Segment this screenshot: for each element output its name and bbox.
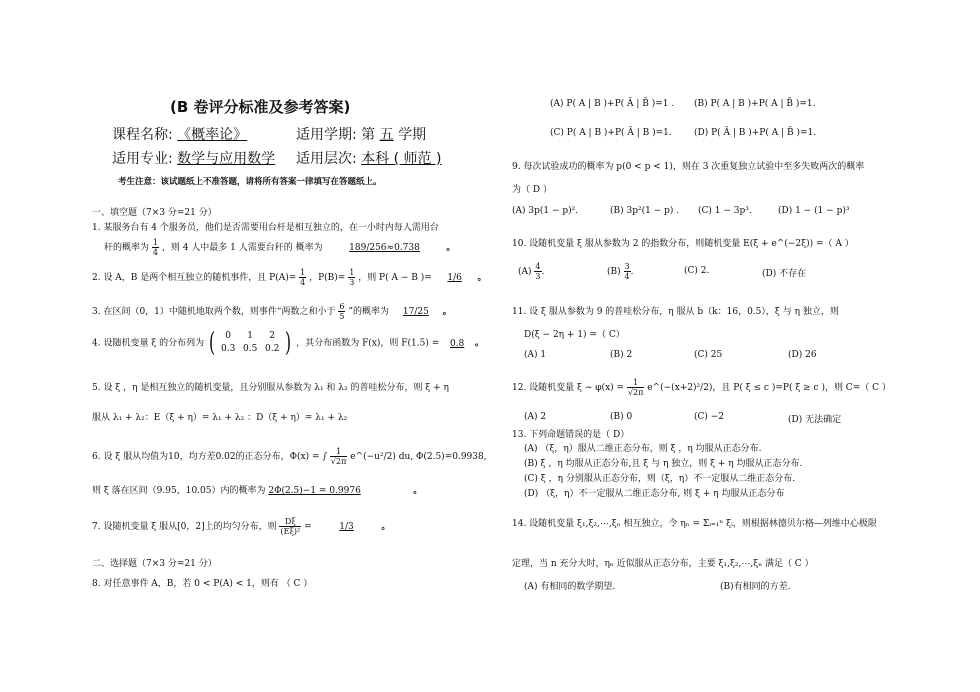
q13-option-b: (B) ξ ，η 均服从正态分布,且 ξ 与 η 独立，则 ξ + η 均服从正态分布. (524, 459, 803, 469)
term-prefix: 第 (361, 127, 376, 143)
q12-option-d: (D) 无法确定 (788, 415, 842, 425)
q4: 4. 设随机变量 ξ 的分布列为 ( 0 1 2 0.3 0.5 0.2 ) ，其分布函数为 F(x)，则 F(1.5) = 0.8 。 (92, 328, 485, 358)
q11-line1: 11. 设 ξ 服从参数为 9 的普哇松分布，η 服从 b（k：16，0.5），ξ 与 η 独立，则 (512, 307, 839, 317)
course-name: 《概率论》 (177, 127, 248, 143)
major-label: 适用专业: (112, 151, 173, 167)
term-label: 适用学期: (296, 127, 357, 143)
q10-option-a: (A) $\frac{4}{3}$ . (518, 262, 545, 281)
course-row (112, 124, 247, 144)
q5-line2: 服从 λ₁ + λ₂：E（ξ + η）= λ₁ + λ₂ ：D（ξ + η）= λ₁ + λ₂ (92, 413, 348, 423)
q1-line2: 秆的概率为 $\frac{1}{4}$ ，则 4 人中最多 1 人需要台秆的 概率为 189/256≈0.738 。 (104, 238, 456, 257)
q13-option-c: (C) ξ ，η 分别服从正态分布，则（ξ，η）不一定服从二维正态分布. (524, 474, 796, 484)
q6-line1: 6. 设 ξ 服从均值为10，均方差0.02的正态分布，Φ(x) = ∫ $\frac{1}{√2\pi}$ e^(−u²/2) du, Φ(2.5)=0.9938, (92, 447, 487, 466)
q8-option-d: (D) P( Ā | B )+P( A | B̄ )=1. (694, 128, 817, 138)
q1-text-b: ，则 4 人中最多 1 人需要台秆的 概率为 (161, 243, 323, 253)
q11-option-d: (D) 26 (788, 350, 817, 360)
q11-line2: D(ξ − 2η + 1) =（ C） (524, 330, 625, 340)
q12-option-a: (A) 2 (524, 412, 547, 422)
q14-line1: 14. 设随机变量 ξ₁,ξ₂,⋯,ξₙ 相互独立，令 ηₙ = Σᵢ₌₁ⁿ ξᵢ，则根据林德贝尔格—列维中心极限 (512, 519, 877, 529)
q12-stem: 12. 设随机变量 ξ ~ φ(x) = $\frac{1}{√2\pi}$ e^(−(x+2)²/2)，且 P( ξ ≤ c )=P( ξ ≥ c )，则 C=（ C ） (512, 378, 891, 397)
q9-option-d: (D) 1 − (1 − p)³ (778, 206, 850, 216)
q9-option-c: (C) 1 − 3p³. (698, 206, 752, 216)
q6-answer: 2Φ(2.5)−1 = 0.9976 (268, 486, 361, 496)
level-row (296, 148, 441, 168)
q2-fraction-a: $\frac{1}{4}$ (300, 268, 306, 287)
q12-option-c: (C) −2 (694, 412, 725, 422)
q14-line2: 定理，当 n 充分大时，ηₙ 近似服从正态分布，主要 ξ₁,ξ₂,⋯,ξₙ 满足（ C ） (512, 559, 814, 569)
q2-fraction-b: $\frac{1}{3}$ (349, 268, 355, 287)
q2-answer: 1/6 (447, 273, 462, 283)
q7: 7. 设随机变量 ξ 服从[0，2]上的均匀分布，则 $\frac{D\xi}{\text{(Eξ)²}}$ = 1/3 。 (92, 517, 391, 536)
q13-option-a: (A) （ξ，η）服从二维正态分布，则 ξ ，η 均服从正态分布. (524, 444, 762, 454)
q10-option-d: (D) 不存在 (762, 269, 807, 279)
q9-option-b: (B) 3p²(1 − p) . (610, 206, 680, 216)
section-2-heading: 二、选择题（7×3 分=21 分） (92, 559, 217, 569)
q3-fraction: $\frac{6}{5}$ (339, 302, 345, 321)
q10-option-b: (B) $\frac{3}{4}$ . (607, 262, 634, 281)
q14-option-a: (A) 有相同的数学期望. (524, 582, 616, 592)
q12-fraction: $\frac{1}{√2\pi}$ (627, 378, 644, 397)
q8-option-c: (C) P( A | B )+P( Ā | B )=1. (550, 128, 672, 138)
q8-option-a: (A) P( A | B )+P( Ā | B̄ )=1 . (550, 99, 675, 109)
q2: 2. 设 A，B 是两个相互独立的随机事件，且 P(A)= $\frac{1}{4}$ ，P(B)= $\frac{1}{3}$ ，则 P( A − B )= 1/6 。 (92, 268, 487, 287)
q14-option-b: (B)有相同的方差. (720, 582, 791, 592)
q9-option-a: (A) 3p(1 − p)². (512, 206, 579, 216)
q3-answer: 17/25 (402, 307, 429, 317)
q7-answer: 1/3 (339, 522, 354, 532)
q9-line1: 9. 每次试验成功的概率为 p(0 < p < 1)，则在 3 次重复独立试验中至多失败两次的概率 (512, 162, 865, 172)
q4-answer: 0.8 (449, 338, 465, 349)
q1-line1: 1. 某服务台有 4 个服务员，他们是否需要用台杆是相互独立的，在一小时内每人需用台 (92, 223, 439, 233)
exam-title: (B 卷评分标准及参考答案) (170, 98, 351, 116)
q11-option-a: (A) 1 (524, 350, 547, 360)
course-label: 课程名称: (112, 127, 173, 143)
level-label: 适用层次: (296, 151, 357, 167)
q6-fraction: $\frac{1}{√2\pi}$ (330, 447, 347, 466)
section-1-heading: 一、填空题（7×3 分=21 分） (92, 208, 217, 218)
term-suffix: 学期 (398, 127, 427, 143)
q11-option-b: (B) 2 (610, 350, 633, 360)
major-row (112, 148, 275, 168)
q10-option-c: (C) 2. (684, 266, 710, 276)
term-row (296, 124, 426, 144)
q13-option-d: (D) （ξ，η）不一定服从二维正态分布, 则 ξ + η 均服从正态分布 (524, 489, 785, 499)
level-value: 本科 ( 师范 ) (361, 151, 442, 167)
q8-stem: 8. 对任意事件 A，B，若 0 < P(A) < 1，则有 （ C ） (92, 579, 313, 589)
q7-fraction: $\frac{D\xi}{\text{(Eξ)²}}$ (280, 517, 301, 536)
q13-stem: 13. 下列命题错误的是（ D） (512, 430, 630, 440)
q11-option-c: (C) 25 (694, 350, 723, 360)
q6-line2: 则 ξ 落在区间（9.95，10.05）内的概率为 2Φ(2.5)−1 = 0.9976 。 (92, 486, 423, 496)
term-value: 五 (379, 127, 394, 143)
notice-text: 考生注意：该试题纸上不准答题，请将所有答案一律填写在答题纸上。 (118, 177, 382, 187)
q9-line2: 为（ D ） (512, 185, 552, 195)
q1-fraction: $\frac{1}{4}$ (152, 238, 158, 257)
q12-option-b: (B) 0 (610, 412, 633, 422)
q1-text-a: 秆的概率为 (104, 243, 150, 253)
q3: 3. 在区间（0，1）中随机地取两个数，则事件“两数之和小于 $\frac{6}{5}$ ”的概率为 17/25 。 (92, 302, 452, 321)
q5-line1: 5. 设 ξ ，η 是相互独立的随机变量，且分别服从参数为 λ₁ 和 λ₂ 的普哇松分布，则 ξ + η (92, 383, 449, 393)
q1-answer: 189/256≈0.738 (349, 243, 420, 253)
q8-option-b: (B) P( A | B )+P( A | B̄ )=1. (694, 99, 816, 109)
q4-distribution-table: 0 1 2 0.3 0.5 0.2 (221, 331, 280, 354)
major-value: 数学与应用数学 (177, 151, 276, 167)
q10-stem: 10. 设随机变量 ξ 服从参数为 2 的指数分布，则随机变量 E(ξ + e^(−2ξ)) =（ A ） (512, 239, 854, 249)
